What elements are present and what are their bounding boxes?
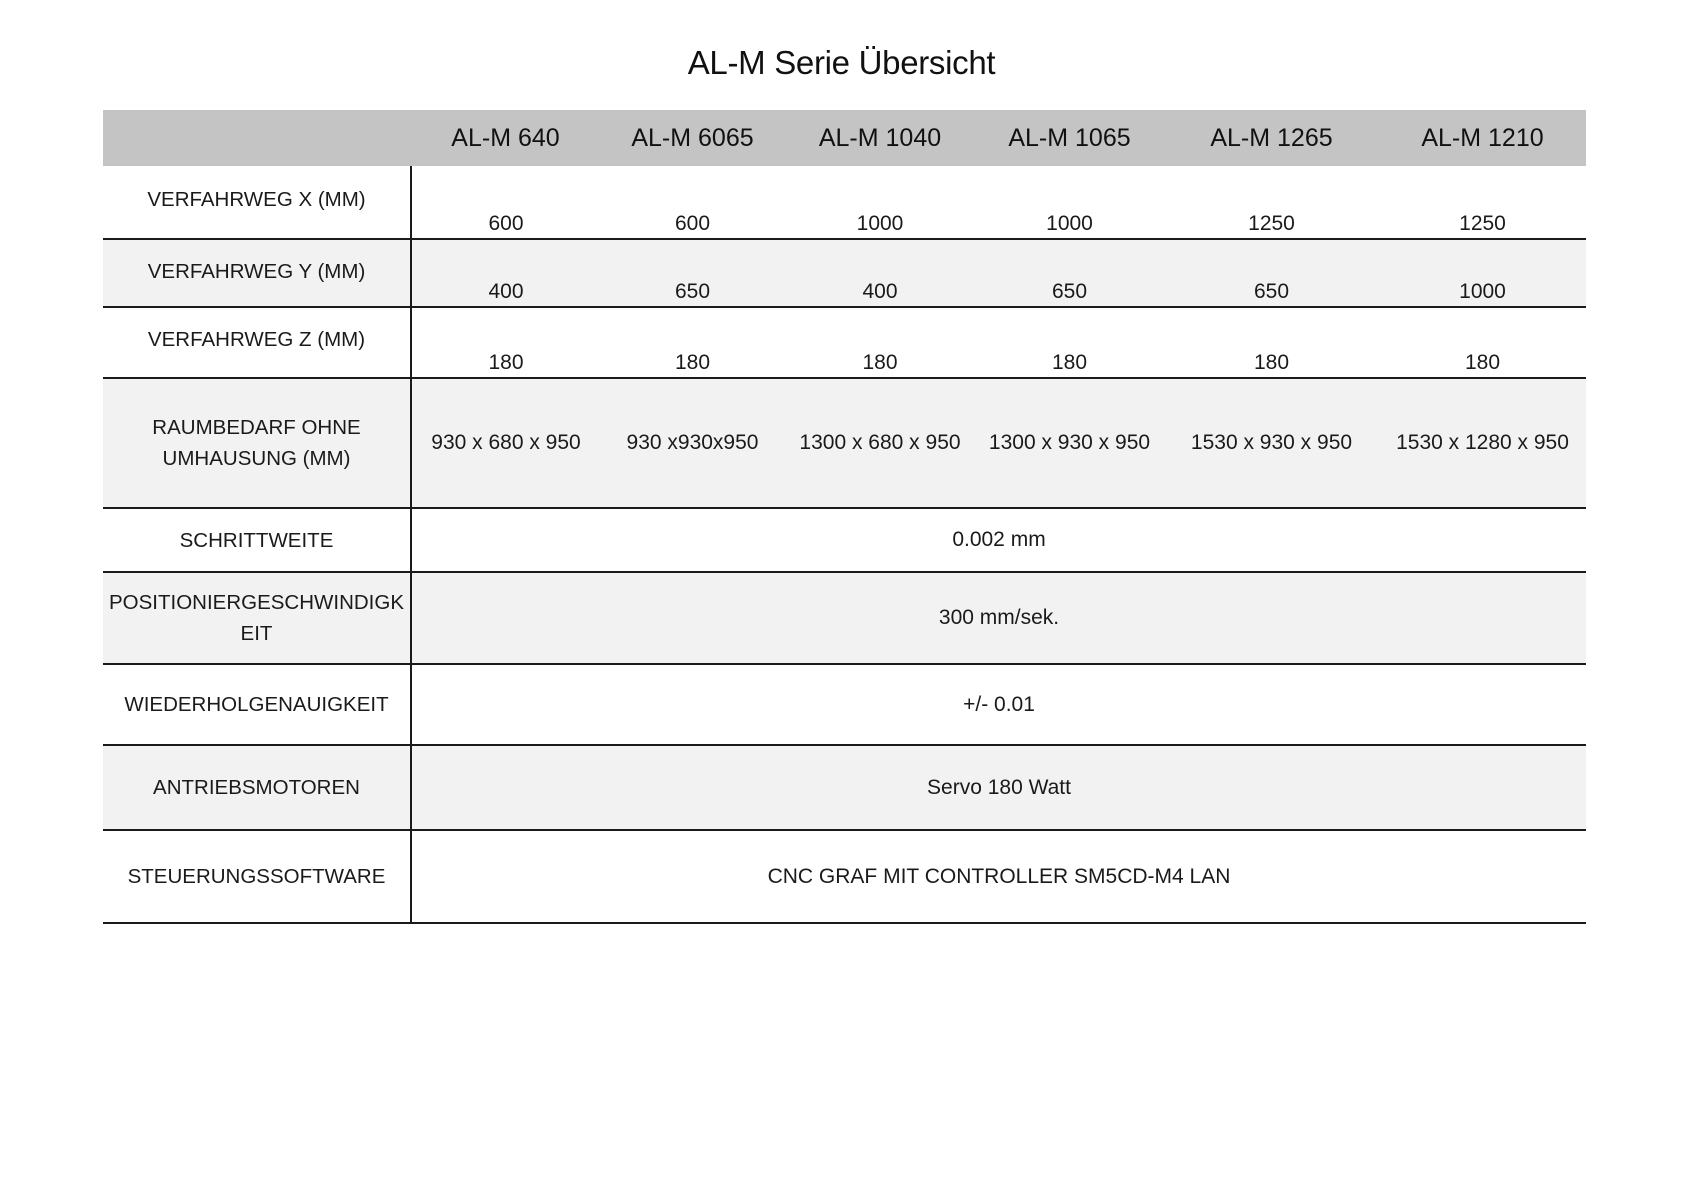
table-cell-merged: 0.002 mm bbox=[411, 508, 1586, 572]
table-cell: 1300 x 930 x 950 bbox=[975, 378, 1164, 508]
table-cell: 180 bbox=[1379, 307, 1586, 378]
table-cell: 400 bbox=[785, 239, 975, 307]
page-title: AL-M Serie Übersicht bbox=[687, 44, 996, 81]
table-cell: 930 x 680 x 950 bbox=[411, 378, 600, 508]
table-cell: 400 bbox=[411, 239, 600, 307]
table-cell: 1530 x 1280 x 950 bbox=[1379, 378, 1586, 508]
header-model-al-m-640: AL-M 640 bbox=[451, 123, 560, 152]
table-row-verfahrweg-z bbox=[103, 307, 1586, 378]
table-cell-merged: Servo 180 Watt bbox=[411, 745, 1586, 830]
table-cell: 180 bbox=[411, 307, 600, 378]
row-label: VERFAHRWEG Z (MM) bbox=[103, 307, 411, 378]
table-cell: 600 bbox=[600, 166, 785, 239]
row-label: STEUERUNGSSOFTWARE bbox=[103, 830, 411, 923]
table-cell: 180 bbox=[975, 307, 1164, 378]
table-cell: 180 bbox=[785, 307, 975, 378]
table-row-steuerungssoftware bbox=[103, 830, 1586, 923]
table-cell: 1000 bbox=[975, 166, 1164, 239]
row-label: SCHRITTWEITE bbox=[103, 508, 411, 572]
table-cell: 1300 x 680 x 950 bbox=[785, 378, 975, 508]
table-cell: 1250 bbox=[1379, 166, 1586, 239]
row-label: ANTRIEBSMOTOREN bbox=[103, 745, 411, 830]
row-label: WIEDERHOLGENAUIGKEIT bbox=[103, 664, 411, 745]
table-cell-merged: 300 mm/sek. bbox=[411, 572, 1586, 664]
header-model-al-m-1040: AL-M 1040 bbox=[818, 123, 942, 152]
header-model-al-m-1210: AL-M 1210 bbox=[1421, 123, 1544, 152]
table-cell: 650 bbox=[600, 239, 785, 307]
table-cell: 1000 bbox=[785, 166, 975, 239]
table-cell: 930 x930x950 bbox=[600, 378, 785, 508]
table-cell-merged: CNC GRAF MIT CONTROLLER SM5CD-M4 LAN bbox=[411, 830, 1586, 923]
table-row-schrittweite bbox=[103, 508, 1586, 572]
row-label: RAUMBEDARF OHNE UMHAUSUNG (MM) bbox=[103, 378, 411, 508]
table-cell: 180 bbox=[600, 307, 785, 378]
table-cell: 1000 bbox=[1379, 239, 1586, 307]
table-header-row bbox=[103, 110, 1586, 166]
table-cell-merged: +/- 0.01 bbox=[411, 664, 1586, 745]
table-row-antriebsmotoren bbox=[103, 745, 1586, 830]
row-label: POSITIONIERGESCHWINDIGKEIT bbox=[103, 572, 411, 664]
table-row-positioniergeschwindigkeit bbox=[103, 572, 1586, 664]
header-model-al-m-1065: AL-M 1065 bbox=[1008, 123, 1131, 152]
table-cell: 180 bbox=[1164, 307, 1379, 378]
spec-table bbox=[103, 110, 1586, 924]
row-label: VERFAHRWEG X (MM) bbox=[103, 166, 411, 239]
table-row-verfahrweg-y bbox=[103, 239, 1586, 307]
table-cell: 1530 x 930 x 950 bbox=[1164, 378, 1379, 508]
header-model-al-m-6065: AL-M 6065 bbox=[631, 123, 754, 152]
table-row-verfahrweg-x bbox=[103, 166, 1586, 239]
table-row-wiederholgenauigkeit bbox=[103, 664, 1586, 745]
row-label: VERFAHRWEG Y (MM) bbox=[103, 239, 411, 307]
table-row-raumbedarf bbox=[103, 378, 1586, 508]
table-cell: 650 bbox=[975, 239, 1164, 307]
table-cell: 1250 bbox=[1164, 166, 1379, 239]
header-empty-cell bbox=[103, 110, 411, 166]
table-cell: 600 bbox=[411, 166, 600, 239]
header-model-al-m-1265: AL-M 1265 bbox=[1210, 123, 1333, 152]
table-cell: 650 bbox=[1164, 239, 1379, 307]
